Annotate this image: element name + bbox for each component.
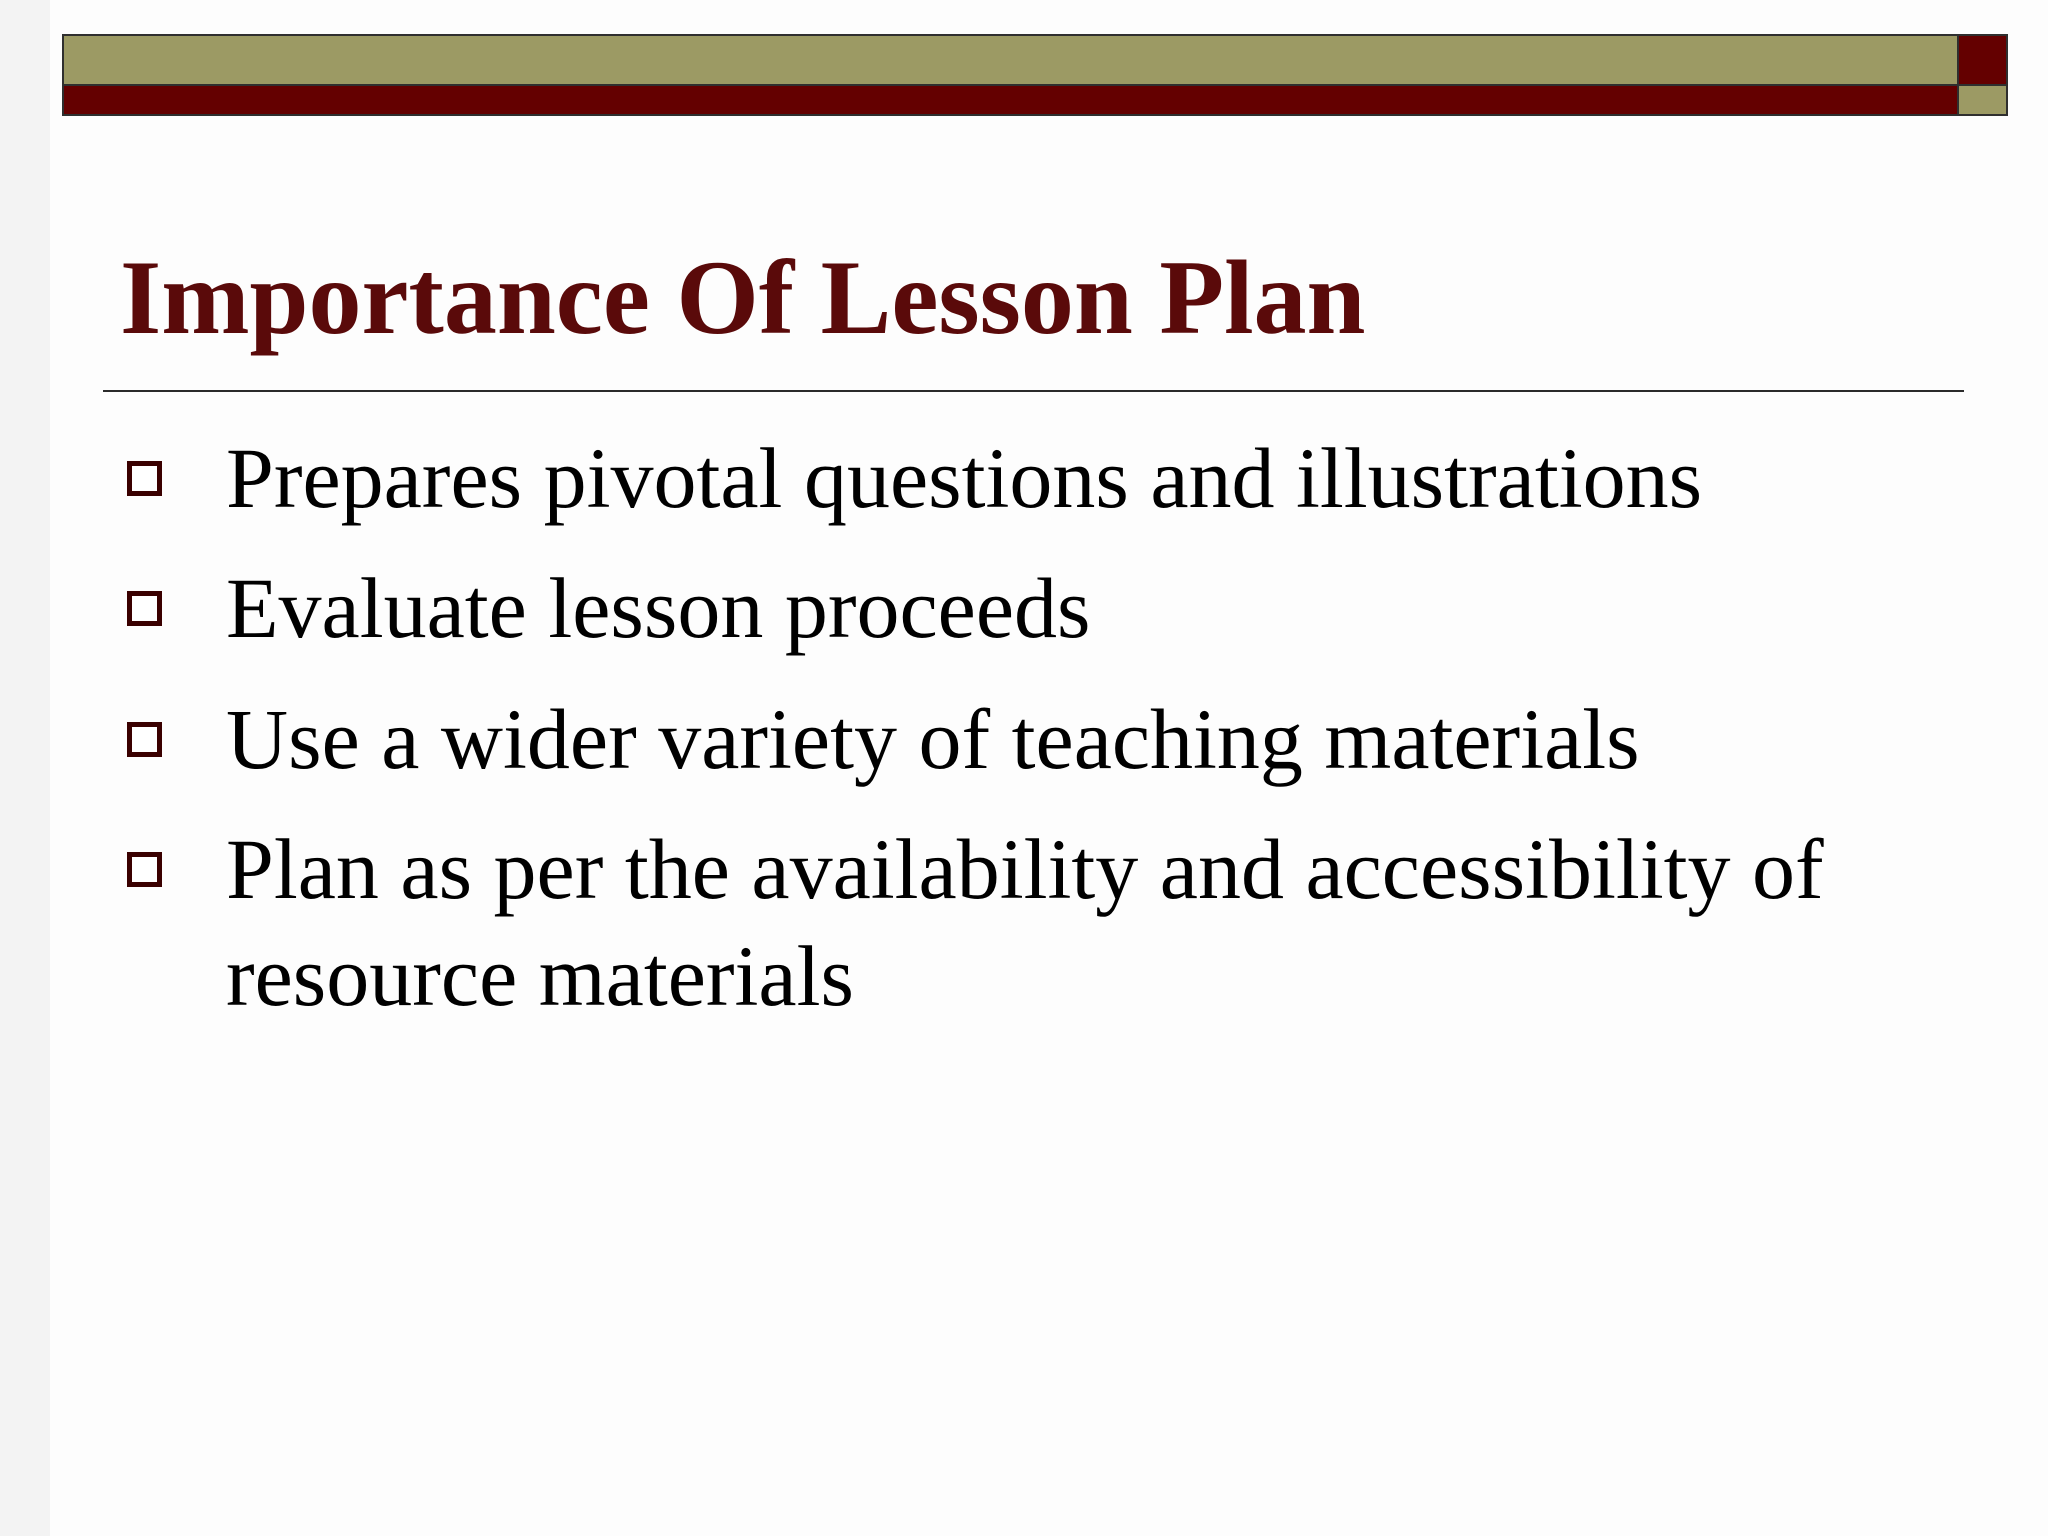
header-band-olive-square xyxy=(1957,86,2006,114)
hollow-square-bullet-icon xyxy=(127,461,162,496)
hollow-square-bullet-icon xyxy=(127,591,162,626)
bullet-text: Evaluate lesson proceeds xyxy=(226,560,1091,656)
header-band-maroon-strip xyxy=(64,86,1957,114)
hollow-square-bullet-icon xyxy=(127,722,162,757)
hollow-square-bullet-icon xyxy=(127,852,162,887)
bullet-text: Plan as per the availability and accessibility of resource materials xyxy=(226,821,1824,1024)
header-band-maroon-square xyxy=(1957,36,2006,86)
header-band xyxy=(62,34,2008,116)
slide-title: Importance Of Lesson Plan xyxy=(120,239,1366,356)
bullet-text: Use a wider variety of teaching materials xyxy=(226,691,1640,787)
header-band-olive-strip xyxy=(64,36,1957,86)
slide-left-edge xyxy=(0,0,50,1536)
title-divider xyxy=(103,390,1964,392)
bullet-text: Prepares pivotal questions and illustrations xyxy=(226,430,1703,526)
